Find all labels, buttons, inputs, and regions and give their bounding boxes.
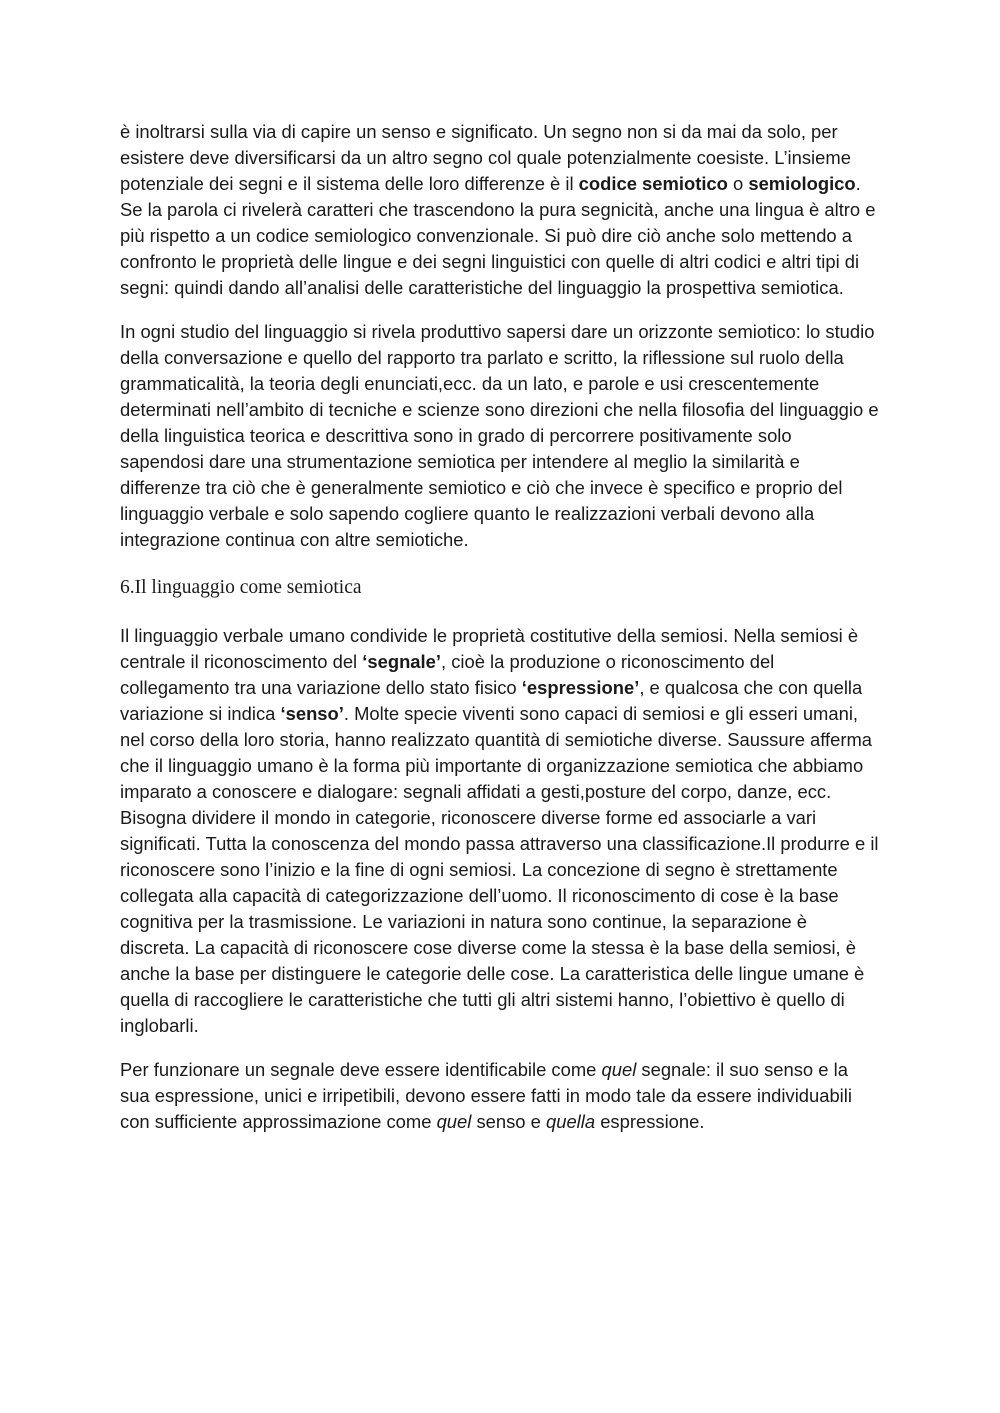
paragraph-codice-semiotico xyxy=(120,119,880,301)
bold-term-espressione: ‘espressione’ xyxy=(521,677,640,698)
bold-term-senso: ‘senso’ xyxy=(280,703,344,724)
section-heading xyxy=(120,575,880,601)
text-segment: è inoltrarsi sulla via di capire un senso e significato. Un segno non si da mai da solo, per esistere deve diversificarsi da un altro segno col quale potenzialmente coesiste. L’insieme potenziale dei segni e il sistema delle loro differenze è il xyxy=(120,121,851,194)
text-segment: Bisogna dividere il mondo in categorie, riconoscere diverse forme ed associarle a vari significati. Tutta la conoscenza del mondo passa attraverso una classificazione.Il produrre e il riconoscere sono l’inizio e la fine di ogni semiosi. La concezione di segno è strettamente collegata alla capacità di categorizzazione dell’uomo. Il riconoscimento di cose è la base cognitiva per la trasmissione. Le variazioni in natura sono continue, la separazione è discreta. La capacità di riconoscere cose diverse come la stessa è la base della semiosi, è anche la base per distinguere le categorie delle cose. La caratteristica delle lingue umane è quella di raccogliere le caratteristiche che tutti gli altri sistemi hanno, l’obiettivo è quello di inglobarli. xyxy=(120,807,879,1036)
text-segment: , cioè la produzione o riconoscimento del collegamento tra una variazione dello stato fisico xyxy=(120,651,775,698)
section-heading-text: 6.Il linguaggio come semiotica xyxy=(120,577,362,598)
italic-term-quel: quel xyxy=(436,1111,472,1132)
text-segment: . Se la parola ci rivelerà caratteri che trascendono la pura segnicità, anche una lingua è altro e più rispetto a un codice semiologico convenzionale. Si può dire ciò anche solo mettendo a confronto le proprietà delle lingue e dei segni linguistici con quelle di altri codici e altri tipi di segni: quindi dando all’analisi delle caratteristiche del linguaggio la prospettiva semiotica. xyxy=(120,173,876,298)
bold-term-segnale: ‘segnale’ xyxy=(362,651,441,672)
text-segment: In ogni studio del linguaggio si rivela produttivo sapersi dare un orizzonte semiotico: lo studio della conversazione e quello del rapporto tra parlato e scritto, la riflessione sul ruolo della grammaticalità, la teoria degli enunciati,ecc. da un lato, e parole e usi crescentemente determinati nell’ambito di tecniche e scienze sono direzioni che nella filosofia del linguaggio e della linguistica teorica e descrittiva sono in grado di percorrere positivamente solo sapendosi dare una strumentazione semiotica per intendere al meglio la similarità e differenze tra ciò che è generalmente semiotico e ciò che invece è specifico e proprio del linguaggio verbale e solo sapendo cogliere quanto le realizzazioni verbali devono alla integrazione continua con altre semiotiche. xyxy=(120,321,879,550)
text-segment: espressione. xyxy=(595,1111,705,1132)
text-segment: o xyxy=(727,173,749,194)
italic-term-quel: quel xyxy=(601,1059,637,1080)
paragraph-orizzonte-semiotico xyxy=(120,319,880,553)
italic-term-quella: quella xyxy=(545,1111,596,1132)
text-segment: segnale: il suo senso e la sua espressione, unici e irripetibili, devono essere fatti in modo tale da essere individuabili con sufficiente approssimazione come xyxy=(120,1059,852,1132)
document-body xyxy=(120,119,880,1135)
text-segment: . Molte specie viventi sono capaci di semiosi e gli esseri umani, nel corso della loro storia, hanno realizzato quantità di semiotiche diverse. Saussure afferma che il linguaggio umano è la forma più importante di organizzazione semiotica che abbiamo imparato a conoscere e dialogare: segnali affidati a gesti,posture del corpo, danze, ecc. xyxy=(120,703,873,802)
text-segment: senso e xyxy=(471,1111,546,1132)
bold-term-codice-semiotico: codice semiotico xyxy=(578,173,728,194)
text-segment: Per funzionare un segnale deve essere identificabile come xyxy=(120,1059,602,1080)
paragraph-segnale-identificabile xyxy=(120,1057,880,1135)
bold-term-semiologico: semiologico xyxy=(748,173,856,194)
text-segment: Il linguaggio verbale umano condivide le proprietà costitutive della semiosi. Nella semiosi è centrale il riconoscimento del xyxy=(120,625,859,672)
paragraph-semiosi xyxy=(120,623,880,805)
paragraph-categorie xyxy=(120,805,880,1039)
text-segment: , e qualcosa che con quella variazione si indica xyxy=(120,677,863,724)
